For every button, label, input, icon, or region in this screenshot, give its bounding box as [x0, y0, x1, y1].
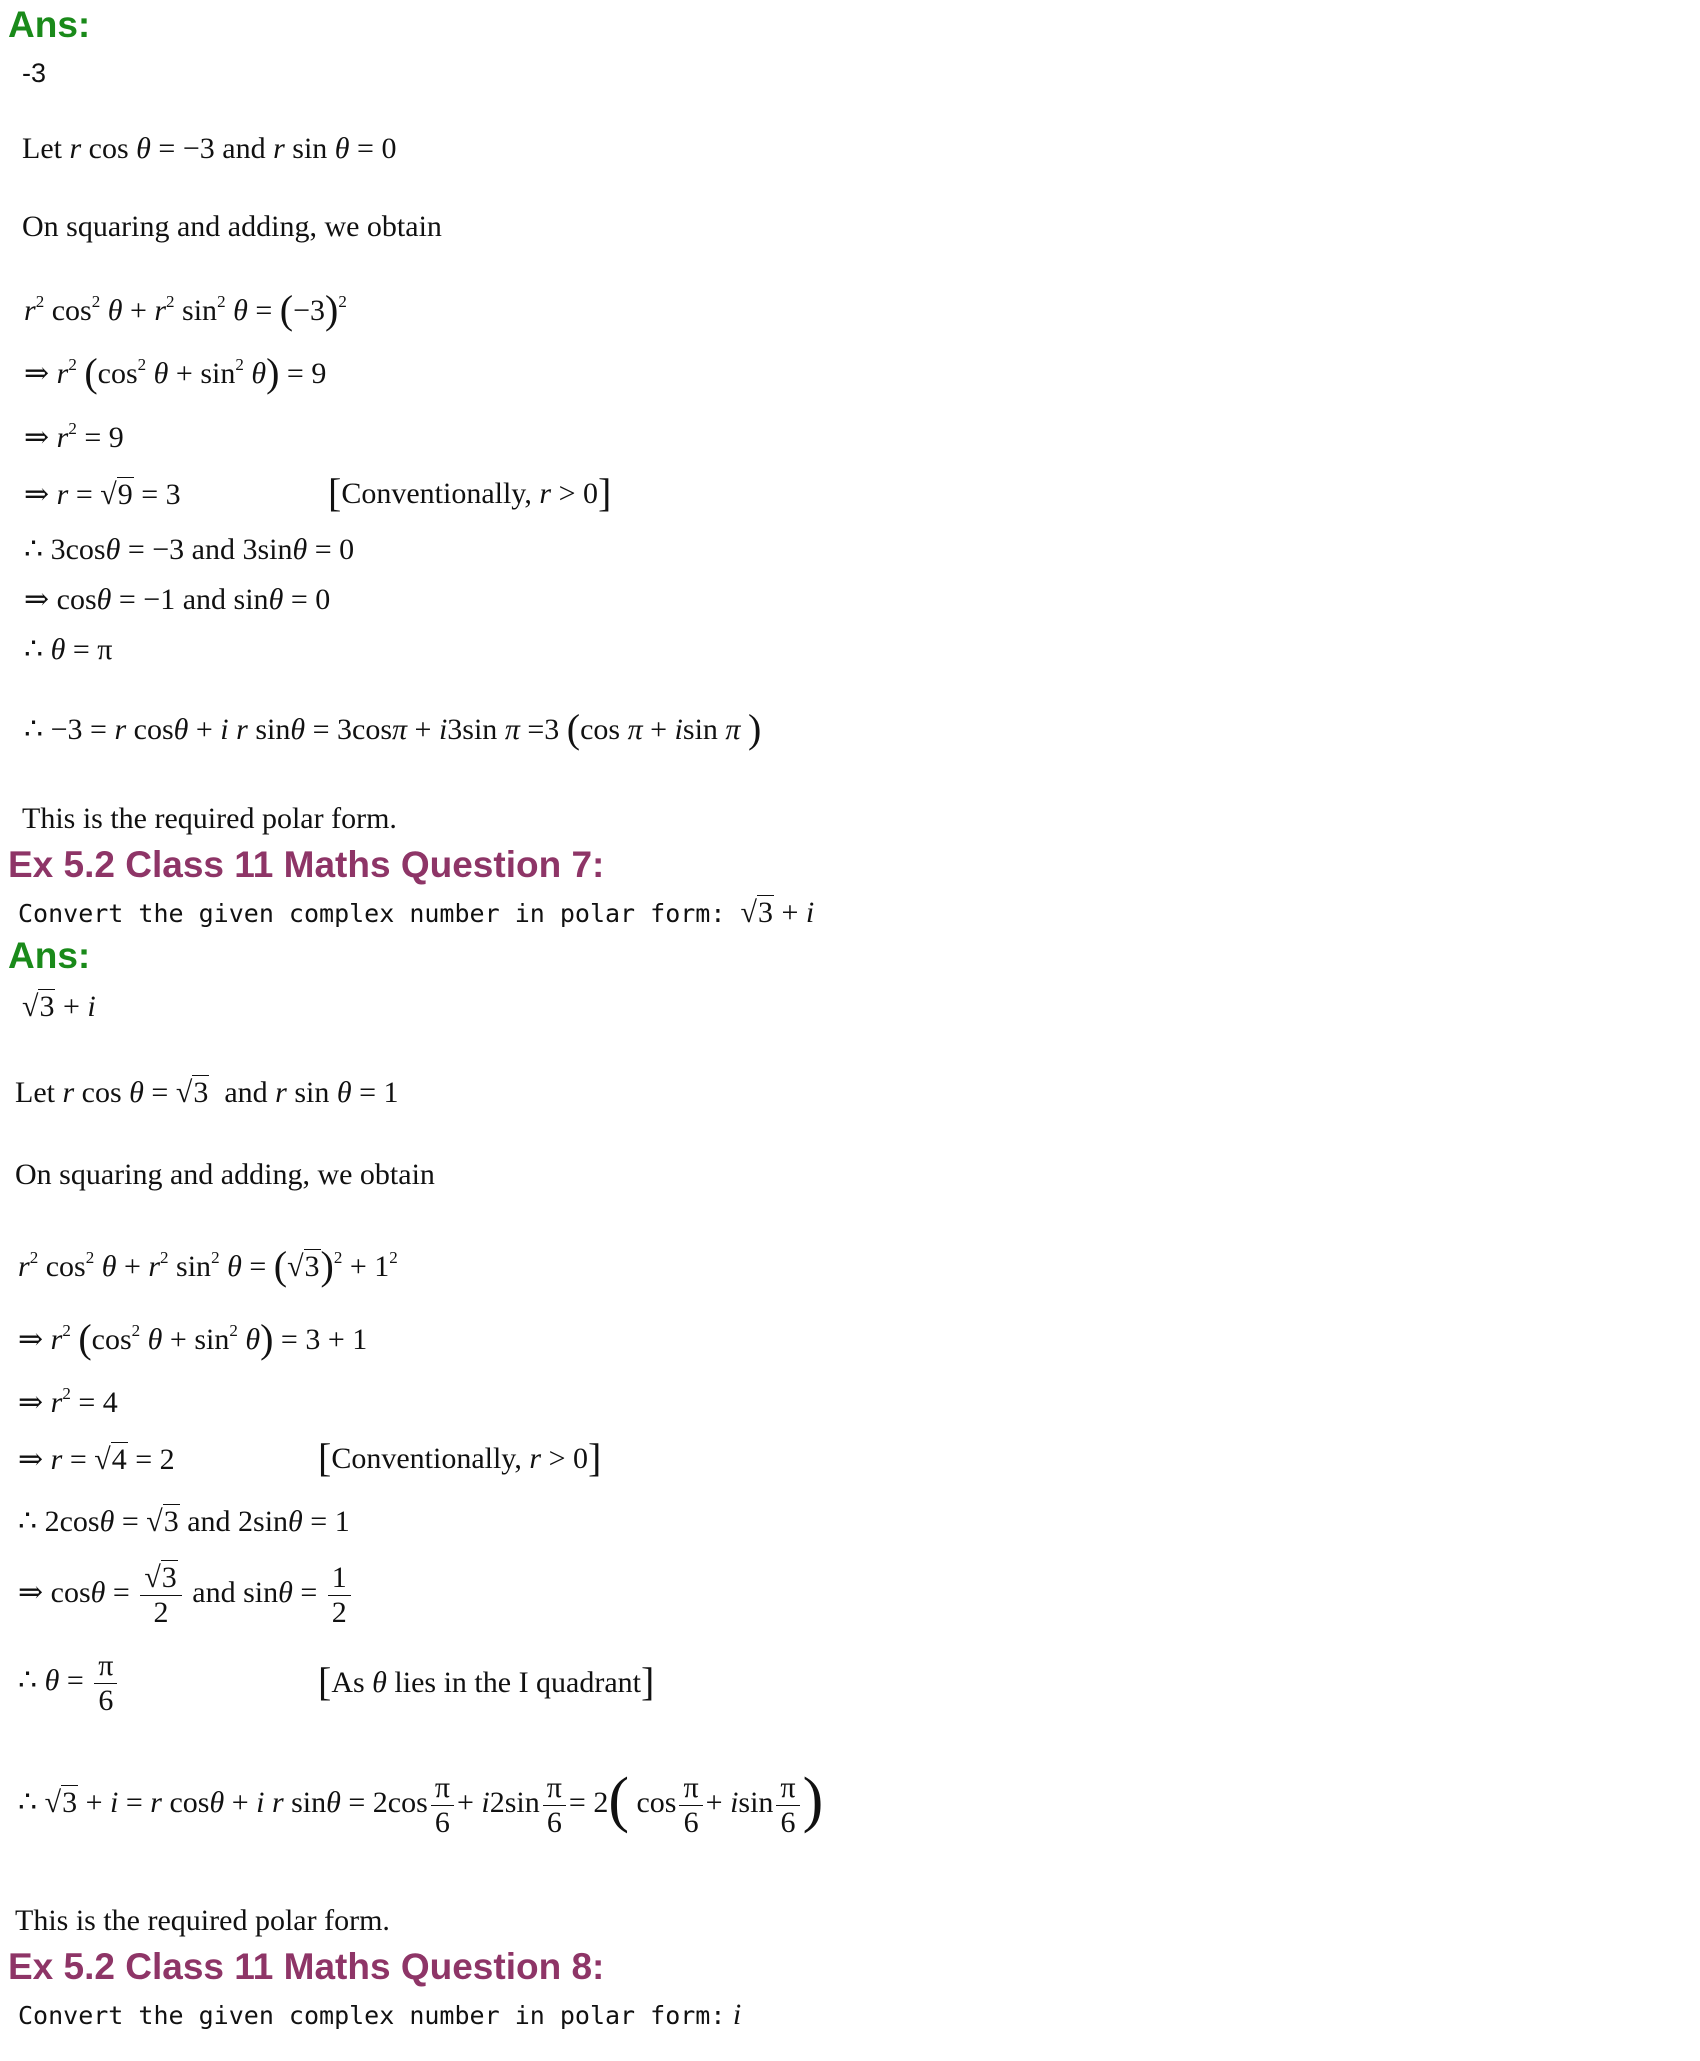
eq5-q7: ∴ 2cosθ = √3 and 2sinθ = 1	[18, 1505, 350, 1538]
eq3-q6: ⇒ $r^2 = 9$	[24, 419, 124, 454]
given-number-q7: √3 + i	[22, 990, 96, 1023]
eq6-q7: ⇒ cosθ = $\frac{√3}{2}$ and sinθ = $\frac{1}{2}$	[18, 1562, 354, 1628]
result-q6: ∴ −3 = r cosθ + i r sinθ = 3cosπ + i3sin π =3 (cos π + isin π )	[24, 706, 762, 751]
conclusion-q7: This is the required polar form.	[15, 1904, 390, 1937]
eq6-q6: ⇒ cosθ = −1 and sinθ = 0	[24, 583, 331, 616]
answer-label-q6: Ans:	[8, 4, 91, 45]
eq1-q7: $r^2$ $\cos^2 \theta + r^2$ $\sin^2 \theta = (√3)^2 + 1^2$	[18, 1243, 398, 1288]
eq2-q6: ⇒ $r^2$ ($\cos^2$ $\theta + \sin^2 \theta) = 9$	[24, 350, 327, 395]
question-8-heading: Ex 5.2 Class 11 Maths Question 8:	[8, 1946, 605, 1987]
squaring-text-q7: On squaring and adding, we obtain	[15, 1158, 435, 1191]
answer-label-q7: Ans:	[8, 935, 91, 976]
eq7-q7: ∴ θ = $\frac{\pi}{6}$	[18, 1650, 120, 1716]
question-7-prompt: Convert the given complex number in polar form: √3 + i	[18, 896, 815, 929]
eq4-q7: ⇒ r = √4 = 2	[18, 1443, 175, 1476]
question-8-prompt: Convert the given complex number in polar form: i	[18, 1998, 742, 2031]
let-line-q6: Let r cos θ = −3 and r sin θ = 0	[22, 132, 397, 165]
eq5-q6: ∴ 3cosθ = −3 and 3sinθ = 0	[24, 533, 355, 566]
eq4-q6: ⇒ r = √9 = 3	[24, 478, 181, 511]
result-q7: ∴ √3 + i = r cosθ + i r sinθ = 2cos $\frac{\pi}{6}$ + i2sin $\frac{\pi}{6}$ = 2( cos $\frac{\pi}{6}$ + isin $\frac{\pi}{6}$ )	[18, 1765, 824, 1839]
squaring-text-q6: On squaring and adding, we obtain	[22, 210, 442, 243]
eq7-q6: ∴ θ = π	[24, 633, 113, 666]
eq4-note-q7: [Conventionally, r > 0]	[318, 1435, 602, 1480]
let-line-q7: Let r cos θ = √3 and r sin θ = 1	[15, 1076, 399, 1109]
eq4-note-q6: [Conventionally, r > 0]	[328, 470, 612, 515]
eq7-note-q7: [As θ lies in the I quadrant]	[318, 1659, 655, 1704]
eq1-q6: $r^2$ $\cos^2 \theta + r^2$ $\sin^2 \theta = (-3)^2$	[24, 287, 347, 332]
conclusion-q6: This is the required polar form.	[22, 802, 397, 835]
question-7-heading: Ex 5.2 Class 11 Maths Question 7:	[8, 844, 605, 885]
eq3-q7: ⇒ $r^2 = 4$	[18, 1384, 118, 1419]
eq2-q7: ⇒ $r^2$ ($\cos^2$ $\theta + \sin^2 \theta) = 3 + 1$	[18, 1316, 368, 1361]
given-number-q6: -3	[22, 58, 47, 88]
